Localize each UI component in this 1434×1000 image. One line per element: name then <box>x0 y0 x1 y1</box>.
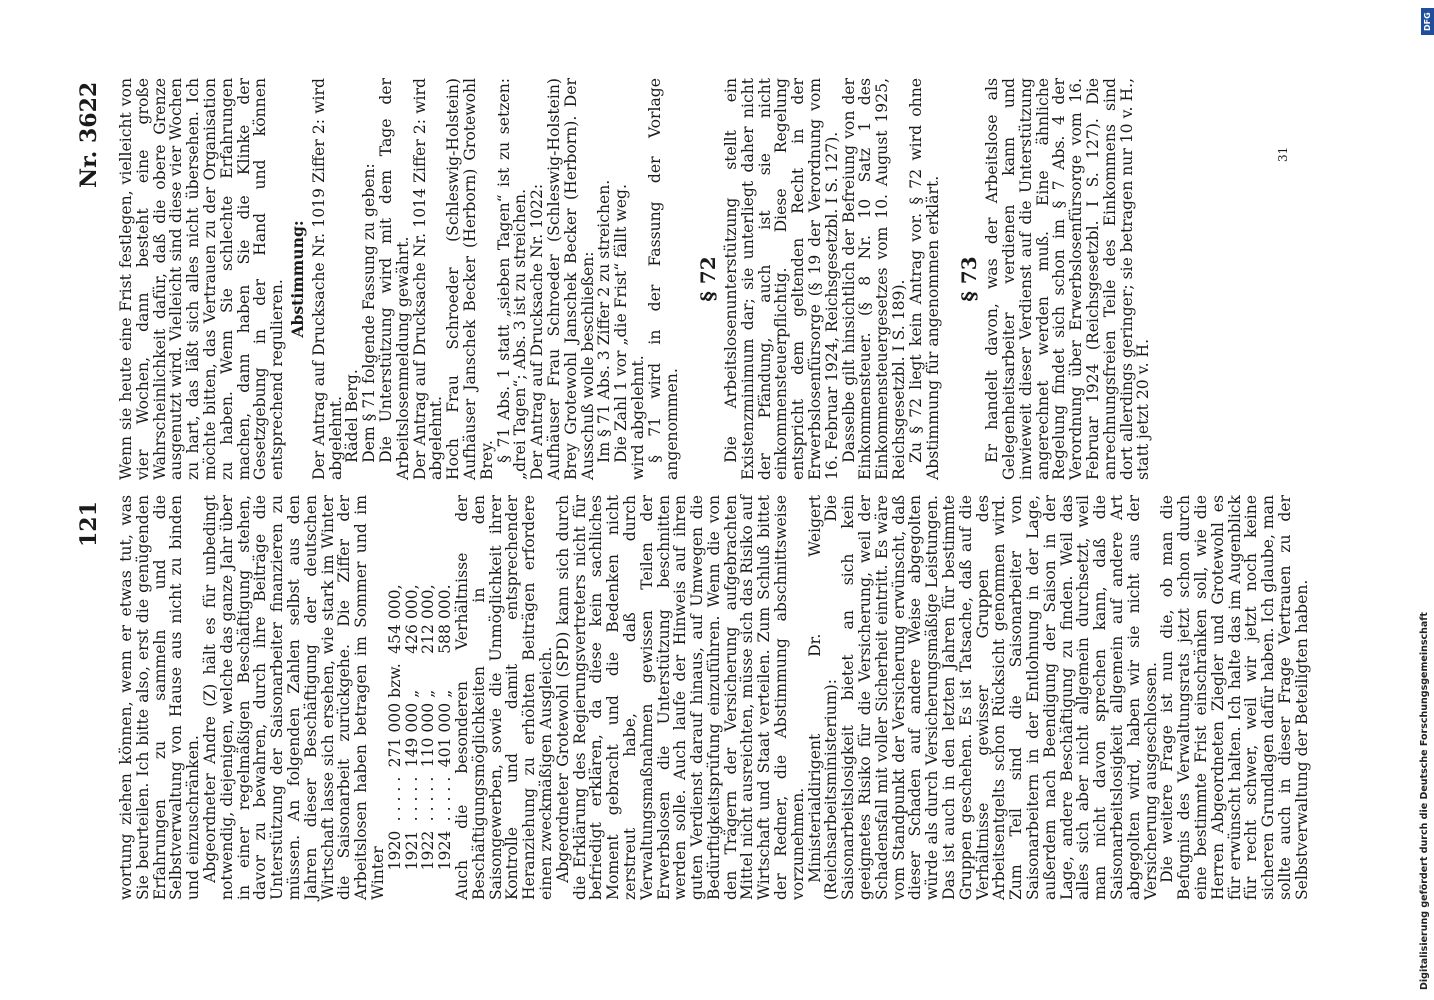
paragraph: Er handelt davon, was der Arbeitslose als Gelegenheitsarbeiter verdienen kann und inwieweit dieser Verdienst auf die Unterstützung angerechnet werden muß. Eine ähnliche Regelung findet sich schon im § 7 Abs. 4 der Verordnung über Erwerbslosenfürsorge vom 16. Februar 1924 (Reichsgesetzbl. I S. 127). Die anrechnungsfreien Teile des Einkommens sind dort allerdings geringer; sie betragen nur 10 v. H., statt jetzt 20 v. H. <box>983 78 1153 480</box>
table-row <box>387 575 404 870</box>
table-cell: 271 000 bzw. <box>385 663 404 768</box>
sheet-number: 31 <box>1276 146 1290 162</box>
table-cell: 401 000 „ <box>436 689 455 768</box>
paragraph: Wenn sie heute eine Frist festlegen, vielleicht von vier Wochen, dann besteht eine große Wahrscheinlichkeit dafür, daß die obere Grenze ausgenutzt wird. Vielleicht sind diese vier Wochen zu hart, das läßt sich alles nicht übersehen. Ich möchte bitten, das Vertrauen zu der Organisation zu haben. Wenn Sie schlechte Erfahrungen machen, dann haben Sie die Klinke der Gesetzgebung in der Hand und können entsprechend regulieren. <box>117 78 287 480</box>
table-cell: . . . . . <box>402 776 421 822</box>
table-row <box>420 575 437 870</box>
table-cell: 110 000 „ <box>419 689 438 768</box>
document-number: Nr. 3622 <box>76 81 102 188</box>
table-cell: 1920 <box>385 830 404 871</box>
table-cell: . . . . . <box>385 776 404 822</box>
right-column <box>118 78 1152 480</box>
unemployment-table <box>387 575 454 870</box>
vote-item: Der Antrag auf Drucksache Nr. 1022: <box>528 183 547 480</box>
paragraph: Die Arbeitslosenunterstützung stellt ein Existenzminimum dar; sie unterliegt daher nicht der Pfändung, auch ist sie nicht einkommensteuerpflichtig. Diese Regelung entspricht dem geltenden Recht in der Erwerbslosenfürsorge (§ 19 der Verordnung vom 16. Februar 1924, Reichsgesetzbl. I S. 127). <box>722 78 841 480</box>
vote-item: Der Antrag auf Drucksache Nr. 1014 Ziffer 2: wird abgelehnt. <box>410 78 446 480</box>
table-cell: 588 000. <box>436 584 455 654</box>
vote-heading: Abstimmung: <box>287 220 307 338</box>
paragraph: Auch die besonderen Verhältnisse der Beschäftigungsmöglichkeiten in den Saisongewerben, sowie die Unmöglichkeit ihrer Kontrolle und damit entsprechender Heranziehung zu erhöhten Beiträgen erfordere einen zweckmäßigen Ausgleich. <box>452 495 555 900</box>
vote-item: Der Antrag auf Drucksache Nr. 1019 Ziffer 2: wird abgelehnt. <box>309 78 345 480</box>
vote-item: § 71 wird in der Fassung der Vorlage angenommen. <box>645 78 681 480</box>
table-cell: 149 000 „ <box>402 689 421 768</box>
table-cell: 1924 <box>436 830 455 871</box>
paragraph: Die weitere Frage ist nun die, ob man die Befugnis des Verwaltungsrats jetzt schon durch eine bestimmte Frist einschränken soll, wie die Herren Abgeordneten Ziegler und Grotewohl es für erwünscht halten. Ich halte das im Augenblick für recht schwer, weil wir jetzt noch keine sicheren Grundlagen dafür haben. Ich glaube, man sollte auch in dieser Frage Vertrauen zu der Selbstverwaltung der Beteiligten haben. <box>1158 495 1311 900</box>
vote-item: Dem § 71 folgende Fassung zu geben: <box>360 163 379 463</box>
dfg-logo: DFG <box>1421 8 1434 35</box>
section-heading: § 72 <box>696 256 721 302</box>
table-row <box>404 575 421 870</box>
vote-item: Die Zahl 1 vor „die Frist“ fällt weg. <box>612 184 631 463</box>
digitization-credit: Digitalisierung gefördert durch die Deutsche Forschungsgemeinschaft <box>1419 612 1430 990</box>
paragraph: Dasselbe gilt hinsichtlich der Befreiung von der Einkommensteuer. (§ 8 Nr. 10 Satz 1 des Einkommensteuergesetzes vom 10. August 1925, Reichsgesetzbl. I S. 189). <box>839 78 909 480</box>
vote-item: § 71 Abs. 1 statt „sieben Tagen“ ist zu setzen: „drei Tagen“; Abs. 3 ist zu streichen. <box>494 78 530 480</box>
paragraph: wortung ziehen können, wenn er etwas tut, was Sie beurteilen. Ich bitte also, erst die genügenden Erfahrungen zu sammeln und die Selbstverwaltung von Hause aus nicht zu binden und einzuschränken. <box>117 495 203 900</box>
table-cell: . . . . . <box>419 776 438 822</box>
paragraph: Abgeordneter Grotewohl (SPD) kann sich durch die Erklärung des Regierungsvertreters nicht für befriedigt erklären, da diese kein sachliches Moment gebracht und die Bedenken nicht zerstreut habe, daß durch Verwaltungsmaßnahmen gewissen Teilen der Erwerbslosen die Unterstützung beschnitten werden solle. Auch laufe der Hinweis auf ihren guten Verdienst darauf hinaus, auf Umwegen die Bedürftigkeitsprüfung einzuführen. Wenn die von den Trägern der Versicherung aufgebrachten Mittel nicht ausreichten, müsse sich das Risiko auf Wirtschaft und Staat verteilen. Zum Schluß bittet der Redner, die Abstimmung abschnittsweise vorzunehmen. <box>553 495 807 900</box>
paragraph: Zu § 72 liegt kein Antrag vor. § 72 wird ohne Abstimmung für angenommen erklärt. <box>906 78 942 480</box>
paragraph: Ministerialdirigent Dr. Weigert (Reichsarbeitsministerium): Die Saisonarbeitslosigkeit bietet an sich kein geeignetes Risiko für die Versicherung, weil der Schadensfall mit voller Sicherheit eintritt. Es wäre vom Standpunkt der Versicherung erwünscht, daß dieser Schaden auf andere Weise abgegolten würde als durch Versicherungsmäßige Leistungen. Das ist auch in den letzten Jahren für bestimmte Gruppen geschehen. Es ist Tatsache, daß auf die Verhältnisse gewisser Gruppen des Arbeitsentgelts schon Rücksicht genommen wird. Zum Teil sind die Saisonarbeiter von Saisonarbeitern in der Entlohnung in der Lage, außerdem nach Beendigung der Saison in der Lage, andere Beschäftigung zu finden. Weil das alles sich aber nicht allgemein durchsetzt, weil man nicht davon sprechen kann, daß die Saisonarbeitslosigkeit allgemein auf andere Art abgegolten wird, haben wir sie nicht aus der Versicherung ausgeschlossen. <box>805 495 1160 900</box>
paragraph: Abgeordneter Andre (Z) hält es für unbedingt notwendig, diejenigen, welche das ganze Jahr über in einer regelmäßigen Beschäftigung stehen, davor zu bewahren, durch ihre Beiträge die Unterstützung der Saisonarbeiter finanzieren zu müssen. An folgenden Zahlen selbst aus den Jahren dieser Beschäftigung der deutschen Wirtschaft lasse sich ersehen, wie stark im Winter die Saisonarbeit zurückgehe. Die Ziffer der Arbeitslosen haben betragen im Sommer und im Winter <box>200 495 387 900</box>
table-cell: 1921 <box>402 830 421 871</box>
vote-names: Aufhäuser Frau Schroeder (Schleswig-Holstein) Brey Grotewohl Janschek Becker (Herborn). Der Ausschuß wolle beschließen: <box>544 78 597 480</box>
table-cell: 1922 <box>419 830 438 871</box>
table-cell: 212 000, <box>419 584 438 654</box>
page-number: 121 <box>76 501 102 547</box>
section-heading: § 73 <box>957 256 982 302</box>
vote-item: Im § 71 Abs. 3 Ziffer 2 zu streichen. <box>595 179 614 463</box>
table-cell: . . . . . <box>436 776 455 822</box>
vote-quote: Die Unterstützung wird mit dem Tage der Arbeitslosenmeldung gewährt. <box>376 78 412 480</box>
vote-names: Hoch Frau Schroeder (Schleswig-Holstein) Aufhäuser Janschek Becker (Herborn) Grotewohl Brey. <box>444 78 496 480</box>
left-column <box>118 495 1311 900</box>
vote-result: wird abgelehnt. <box>628 355 647 480</box>
table-cell: 454 000, <box>385 584 404 654</box>
table-row <box>437 575 454 870</box>
vote-names: Rädel Berg. <box>343 369 362 463</box>
table-cell: 426 000, <box>402 584 421 654</box>
